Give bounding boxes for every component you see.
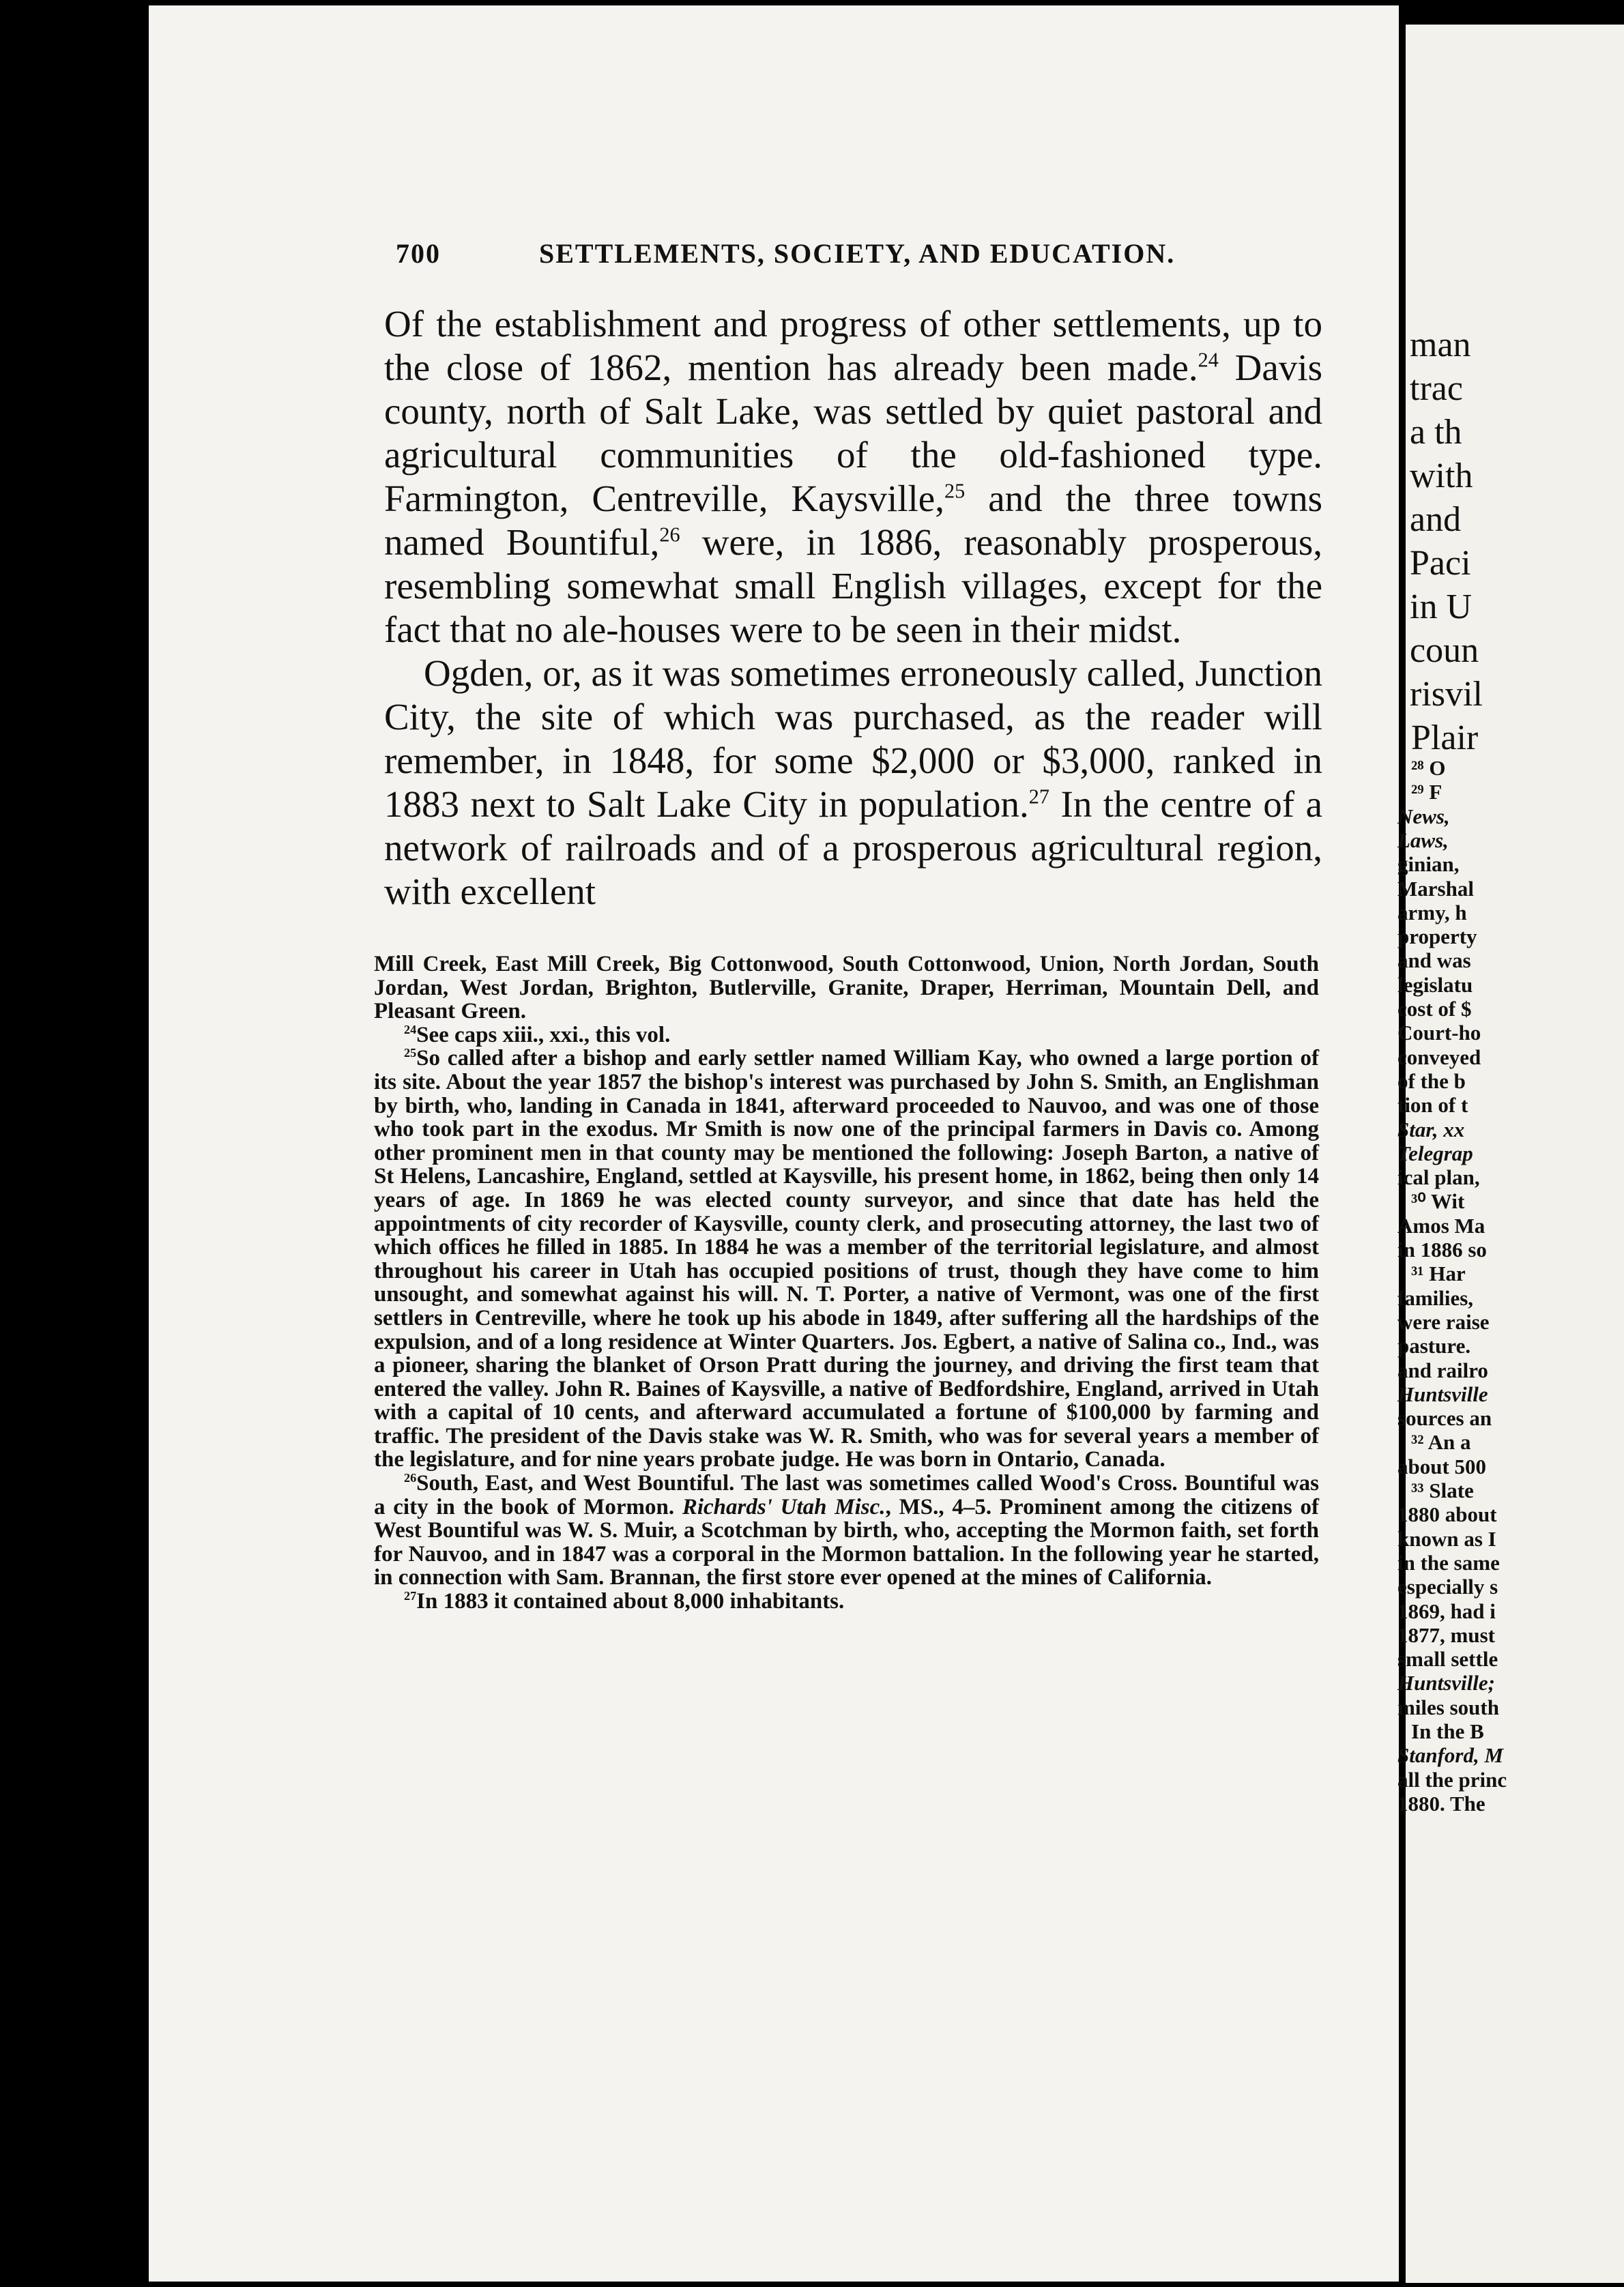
adjacent-note-line: about 500 — [1397, 1454, 1487, 1478]
paragraph-2 — [384, 652, 1322, 914]
adjacent-note-line: army, h — [1397, 900, 1467, 924]
adjacent-note-line: tion of t — [1397, 1093, 1468, 1118]
adjacent-body-line: Plair — [1411, 718, 1479, 757]
text-run: were, in 1886, reasonably prosperous, resembling somewhat small English villages, except for the fact that no ale-houses were to be seen in their midst. — [384, 521, 1322, 650]
adjacent-note-line: ³⁰ Wit — [1411, 1189, 1465, 1214]
footnote-text: , MS., 4–5. Prominent among the citizens of West Bountiful was W. S. Muir, a Scotchman by birth, who, accepting the Mormon faith, set forth for Nauvoo, and in 1847 was a corporal in the Mormon battalion. In the following year he started, in connection with Sam. Brannan, the first store ever opened at the mines of California. — [374, 1494, 1320, 1590]
footnotes — [374, 952, 1319, 1614]
adjacent-note-line: Huntsville; — [1397, 1671, 1495, 1695]
adjacent-note-line: miles south — [1397, 1695, 1499, 1719]
adjacent-note-line: Marshal — [1397, 876, 1474, 901]
adjacent-note-line: Court-ho — [1397, 1021, 1481, 1045]
adjacent-note-line: conveyed — [1397, 1045, 1481, 1069]
adjacent-note-line: in 1886 so — [1397, 1238, 1487, 1262]
adjacent-note-line: families, — [1397, 1285, 1474, 1310]
running-head: SETTLEMENTS, SOCIETY, AND EDUCATION. — [539, 238, 1176, 269]
adjacent-note-line: property — [1397, 924, 1477, 949]
footnote-ref: 25 — [944, 479, 966, 503]
adjacent-note-line: Amos Ma — [1397, 1213, 1485, 1238]
text-run: In the centre of a network of railroads and of a prosperous agricultural region, with excellent — [384, 783, 1322, 912]
page-number: 700 — [396, 238, 441, 269]
page-header — [396, 237, 1337, 278]
adjacent-note-line: all the princ — [1397, 1767, 1507, 1792]
adjacent-body-line: coun — [1410, 631, 1479, 670]
adjacent-note-line: cost of $ — [1397, 997, 1472, 1021]
text-run: Davis county, north of Salt Lake, was settled by quiet pastoral and agricultural communities of the old-fashioned type. Farmington, Centreville, Kaysville, — [384, 347, 1323, 519]
footnote-mark: 24 — [404, 1022, 417, 1036]
adjacent-body-line: with — [1410, 456, 1473, 495]
adjacent-note-line: 1880 about — [1397, 1502, 1497, 1527]
footnote-citation: Richards' Utah Misc. — [682, 1494, 886, 1519]
adjacent-note-line: were raise — [1397, 1309, 1490, 1334]
footnote-ref: 27 — [1028, 785, 1050, 809]
adjacent-note-line: In the B — [1411, 1719, 1484, 1743]
footnote-26 — [374, 1472, 1319, 1590]
adjacent-note-line: pasture. — [1397, 1334, 1471, 1358]
footnote-27 — [374, 1590, 1319, 1614]
adjacent-note-line: in the same — [1397, 1550, 1500, 1575]
adjacent-note-line: ²⁸ O — [1411, 756, 1446, 780]
adjacent-note-line: 1877, must — [1397, 1622, 1495, 1647]
adjacent-body-line: risvil — [1410, 675, 1483, 714]
footnote-25 — [374, 1047, 1319, 1472]
adjacent-note-line: of the b — [1397, 1068, 1466, 1093]
adjacent-note-line: 1869, had i — [1397, 1599, 1496, 1623]
paragraph-1 — [384, 302, 1322, 652]
text-run: and the three towns named Bountiful, — [384, 478, 1322, 563]
adjacent-note-line: Huntsville — [1397, 1382, 1488, 1406]
adjacent-note-line: ³¹ Har — [1411, 1262, 1466, 1286]
footnote-text: In 1883 it contained about 8,000 inhabitants. — [416, 1589, 845, 1614]
adjacent-body-line: in U — [1410, 587, 1472, 626]
footnote-continuation: Mill Creek, East Mill Creek, Big Cottonwood, South Cottonwood, Union, North Jordan, South Jordan, West Jordan, Brighton, Butlerville, Granite, Draper, Herriman, Mountain Dell, and Pleasant Green. — [374, 952, 1319, 1024]
adjacent-note-line: 1880. The — [1397, 1791, 1485, 1816]
footnote-24 — [374, 1023, 1319, 1047]
adjacent-note-line: sources an — [1397, 1406, 1492, 1431]
adjacent-note-line: and railro — [1397, 1358, 1488, 1382]
adjacent-note-line: ³³ Slate — [1411, 1478, 1474, 1502]
adjacent-note-line: Star, xx — [1397, 1117, 1465, 1141]
footnote-mark: 25 — [404, 1046, 417, 1060]
adjacent-note-line: especially s — [1397, 1575, 1498, 1599]
text-run: Of the establishment and progress of other settlements, up to the close of 1862, mention has already been made. — [384, 303, 1322, 388]
adjacent-note-line: Telegrap — [1397, 1141, 1473, 1165]
adjacent-body-line: a th — [1410, 413, 1462, 452]
adjacent-note-line: News, — [1397, 804, 1450, 828]
adjacent-body-line: and — [1410, 500, 1462, 539]
footnote-ref: 26 — [659, 523, 680, 547]
adjacent-page — [1397, 25, 1624, 2283]
adjacent-note-line: ginian, — [1397, 852, 1460, 877]
footnote-text: So called after a bishop and early settler named William Kay, who owned a large portion of its site. About the year 1857 the bishop's interest was purchased by John S. Smith, an Englishman by birth, who, landing in Canada in 1841, afterward proceeded to Nauvoo, and was one of those who took part in the exodus. Mr Smith is now one of the principal farmers in Davis co. Among other prominent men in that county may be mentioned the following: Joseph Barton, a native of St Helens, Lancashire, England, settled at Kaysville, his present home, in 1862, being then only 14 years of age. In 1869 he was elected county surveyor, and since that date has held the appointments of city recorder of Kaysville, county clerk, and prosecuting attorney, the last two of which offices he filled in 1885. In 1884 he was a member of the territorial legislature, and almost throughout his career in Utah has occupied positions of trust, though they have come to him unsought, and somewhat against his will. N. T. Porter, a native of Vermont, was one of the first settlers in Centreville, where he took up his abode in 1849, after suffering all the hardships of the expulsion, and of a long residence at Winter Quarters. Jos. Egbert, a native of Salina co., Ind., was a pioneer, sharing the blanket of Orson Pratt during the journey, and driving the first team that entered the valley. John R. Baines of Kaysville, a native of Bedfordshire, England, arrived in Utah with a capital of 10 cents, and afterward accumulated a fortune of $100,000 by farming and traffic. The president of the Davis stake was W. R. Smith, who was for several years a member of the legislature, and for nine years probate judge. He was born in Ontario, Canada. — [374, 1046, 1319, 1472]
footnote-ref: 24 — [1198, 348, 1219, 372]
footnote-text: South, East, and West Bountiful. The last was sometimes called Wood's Cross. Bountiful was a city in the book of Mormon. — [374, 1471, 1319, 1519]
adjacent-note-line: known as I — [1397, 1526, 1496, 1551]
adjacent-note-line: ical plan, — [1397, 1165, 1480, 1190]
adjacent-note-line: ²⁹ F — [1411, 780, 1442, 804]
adjacent-note-line: Stanford, M — [1397, 1743, 1504, 1768]
adjacent-body-line: trac — [1410, 369, 1463, 408]
adjacent-note-line: and was — [1397, 948, 1471, 973]
footnote-mark: 26 — [404, 1471, 417, 1485]
adjacent-body-line: man — [1410, 325, 1471, 364]
body-text — [384, 302, 1322, 914]
book-page — [149, 5, 1399, 2282]
adjacent-body-line: Paci — [1410, 544, 1471, 583]
footnote-text: See caps xiii., xxi., this vol. — [416, 1022, 671, 1047]
footnote-mark: 27 — [404, 1589, 417, 1603]
adjacent-note-line: legislatu — [1397, 972, 1473, 997]
text-run: Ogden, or, as it was sometimes erroneously called, Junction City, the site of which was purchased, as the reader will remember, in 1848, for some $2,000 or $3,000, ranked in 1883 next to Salt Lake City in population. — [384, 652, 1322, 825]
adjacent-note-line: ³² An a — [1411, 1430, 1471, 1455]
adjacent-note-line: Laws, — [1397, 828, 1449, 852]
adjacent-note-line: small settle — [1397, 1647, 1498, 1672]
